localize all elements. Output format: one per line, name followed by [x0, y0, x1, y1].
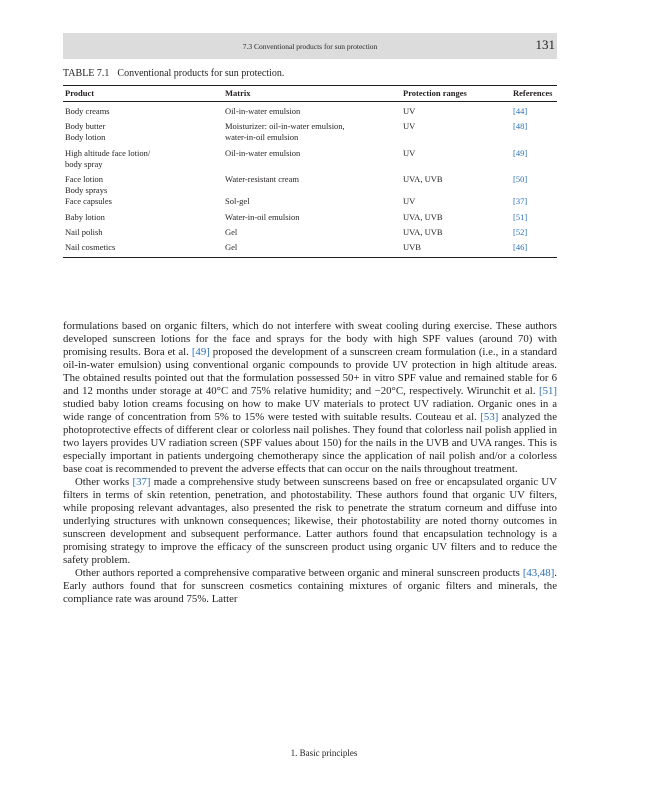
- cell-text: Water-in-oil emulsion: [225, 211, 300, 222]
- text-run: made a comprehensive study between sunscreens based on free or encapsulated organic UV filters in terms of skin retention, penetration, and photostability. These authors found that organic UV filters, while proposing relevant advantages, also presented the risk to penetrate the stratum corneum and diffuse into underlying structures with unknown consequences; likewise, their photostability are noted thorny outcomes in sunscreen development and subsequent performance. Latter authors found that encapsulation technology is a promising strategy to improve the efficacy of the sunscreen product using organic UV filters and to reduce the safety problem.: [63, 476, 558, 566]
- col-header-product: Product: [65, 87, 95, 98]
- text-run: Other works: [75, 476, 133, 488]
- citation-link[interactable]: [49]: [191, 346, 210, 358]
- cell-product: [63, 238, 223, 258]
- table-title: Conventional products for sun protection.: [117, 68, 285, 79]
- cell-text: water-in-oil emulsion: [225, 132, 299, 143]
- cell-product: [63, 208, 223, 223]
- page-footer: 1. Basic principles: [290, 748, 358, 758]
- cell-text: Face lotion: [65, 174, 104, 185]
- cell-protection: UVA, UVB: [403, 174, 443, 185]
- citation-link[interactable]: [43,48]: [522, 567, 555, 579]
- cell-matrix: [223, 208, 401, 223]
- products-table: [63, 85, 557, 258]
- cell-reference-link[interactable]: [49]: [513, 147, 528, 158]
- table-caption: [63, 68, 284, 79]
- cell-protection: UV: [403, 147, 416, 158]
- cell-matrix: [223, 117, 401, 143]
- cell-text: Body lotion: [65, 132, 106, 143]
- cell-matrix: [223, 144, 401, 170]
- cell-product: [63, 117, 223, 143]
- page-number: 131: [535, 37, 555, 52]
- table-row: [63, 223, 557, 238]
- table-row: [63, 238, 557, 258]
- cell-reference-link[interactable]: [52]: [513, 226, 528, 237]
- citation-link[interactable]: [51]: [539, 385, 557, 397]
- cell-text: Water-resistant cream: [225, 174, 299, 185]
- cell-protection: UV: [403, 121, 416, 132]
- cell-product: [63, 196, 223, 207]
- running-header: [63, 33, 557, 59]
- cell-protection: UVA, UVB: [403, 211, 443, 222]
- cell-matrix: [223, 223, 401, 238]
- cell-reference-link[interactable]: [51]: [513, 211, 528, 222]
- cell-matrix: [223, 238, 401, 258]
- cell-product: [63, 144, 223, 170]
- table-row: [63, 144, 557, 170]
- table-row: [63, 170, 557, 196]
- cell-matrix: [223, 196, 401, 207]
- cell-text: Sol-gel: [225, 196, 250, 207]
- table-label: TABLE 7.1: [63, 68, 110, 79]
- table-row: [63, 117, 557, 143]
- cell-product: [63, 102, 223, 118]
- text-run: studied baby lotion creams focusing on how to make UV materials to protect UV radiation. Organic ones in a wide range of concentration from 5% to 15% were tested with suitable results. Couteau et al.: [63, 398, 557, 423]
- cell-text: Oil-in-water emulsion: [225, 106, 301, 116]
- cell-text: Body sprays: [65, 185, 108, 196]
- paragraph: [63, 320, 557, 476]
- cell-text: Oil-in-water emulsion: [225, 147, 301, 158]
- col-header-protection: Protection ranges: [403, 87, 467, 98]
- cell-text: Baby lotion: [65, 211, 105, 222]
- cell-product: [63, 170, 223, 196]
- cell-protection: UVA, UVB: [403, 226, 443, 237]
- running-title: 7.3 Conventional products for sun protection: [242, 42, 378, 51]
- body-text: [63, 320, 557, 606]
- cell-reference-link[interactable]: [46]: [513, 242, 528, 253]
- cell-text: Body butter: [65, 121, 106, 132]
- cell-text: Gel: [225, 242, 238, 253]
- paragraph: [63, 567, 557, 606]
- cell-reference-link[interactable]: [37]: [513, 196, 528, 207]
- col-header-references: References: [513, 87, 553, 98]
- cell-text: Body creams: [65, 106, 110, 116]
- cell-protection: UV: [403, 106, 416, 116]
- cell-text: Moisturizer: oil-in-water emulsion,: [225, 121, 345, 132]
- cell-product: [63, 223, 223, 238]
- table-row: [63, 208, 557, 223]
- cell-text: body spray: [65, 158, 103, 169]
- cell-text: High altitude face lotion/: [65, 147, 151, 158]
- text-run: formulations based on organic filters, which do not interfere with sweat cooling during exercise. These authors developed sunscreen lotions for the face and sprays for the body with high SPF values (around 70) with promising results. Bora et al.: [63, 320, 557, 358]
- cell-reference-link[interactable]: [48]: [513, 121, 528, 132]
- table-row: [63, 102, 557, 118]
- paragraph: [63, 476, 557, 567]
- cell-text: Face capsules: [65, 196, 112, 207]
- cell-matrix: [223, 170, 401, 196]
- table-header-row: [63, 86, 557, 102]
- text-run: . Early authors found that for sunscreen cosmetics containing mixtures of organic filters and minerals, the compliance rate was around 75%. Latter: [63, 567, 557, 605]
- cell-protection: UV: [403, 196, 416, 207]
- table-row: [63, 196, 557, 207]
- citation-link[interactable]: [37]: [132, 476, 151, 488]
- cell-text: Gel: [225, 226, 238, 237]
- cell-reference-link[interactable]: [50]: [513, 174, 528, 185]
- text-run: analyzed the photoprotective effects of different clear or colorless nail polishes. They found that colorless nail polish applied in two layers provides UV radiation screen (SPF values about 150) for the nails in the UVB and UVA ranges. This is especially important in patients undergoing chemotherapy since the application of nail polish and/or a colorless base coat is recommended to prevent the adverse effects that can occur on the nails throughout treatment.: [63, 411, 558, 475]
- text-run: proposed the development of a sunscreen cream formulation (i.e., in a standard oil-in-water emulsion) using conventional organic compounds to provide UV protection in high altitude areas. The obtained results pointed out that the formulation possessed 50+ in vitro SPF value and remained stable for 6 and 12 months under storage at 40°C and 75% relative humidity; and −20°C, respectively. Wirunchit et al.: [63, 346, 557, 397]
- cell-reference-link[interactable]: [44]: [513, 106, 528, 116]
- cell-matrix: [223, 102, 401, 118]
- cell-text: Nail cosmetics: [65, 242, 116, 253]
- cell-text: Nail polish: [65, 226, 103, 237]
- cell-protection: UVB: [403, 242, 421, 253]
- citation-link[interactable]: [53]: [480, 411, 499, 423]
- col-header-matrix: Matrix: [225, 87, 251, 98]
- text-run: Other authors reported a comprehensive comparative between organic and mineral sunscreen products: [75, 567, 523, 579]
